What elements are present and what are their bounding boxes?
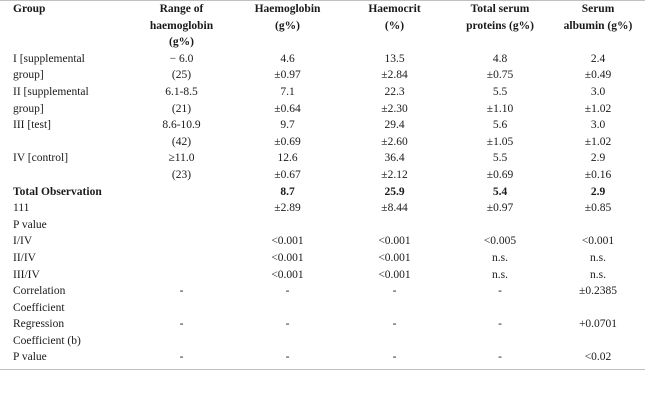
- haemocrit-cell: 29.4: [384, 119, 405, 132]
- proteins-cell: [449, 300, 551, 317]
- proteins-cell: -: [498, 318, 502, 331]
- header-haemoglobin: [235, 1, 340, 51]
- haemoglobin-cell: ±2.89: [274, 202, 301, 215]
- albumin-cell: ±0.49: [584, 69, 612, 82]
- header-albumin-line-1: Serum: [581, 3, 615, 15]
- albumin-cell: n.s.: [590, 268, 606, 281]
- albumin-cell: ±0.2385: [579, 285, 617, 298]
- range-cell: (23): [171, 168, 192, 181]
- albumin-cell: ±0.16: [584, 168, 612, 181]
- albumin-cell: ±1.02: [584, 102, 612, 115]
- albumin-cell: 2.9: [590, 152, 606, 165]
- range-cell: (42): [171, 135, 192, 148]
- group-cell: I/IV: [13, 235, 33, 248]
- proteins-cell: ±0.69: [486, 168, 514, 181]
- proteins-cell: ±0.75: [486, 69, 514, 82]
- table-row: [13, 250, 645, 267]
- header-range-line-2: haemoglobin: [149, 19, 214, 32]
- group-cell: Coefficient: [13, 301, 65, 314]
- albumin-cell: <0.02: [584, 351, 612, 364]
- group-cell: Total Observation: [13, 185, 102, 198]
- table-row: [13, 233, 645, 250]
- haemocrit-cell: [340, 300, 449, 317]
- table-row: [13, 134, 645, 151]
- group-cell: 111: [13, 202, 30, 215]
- haemoglobin-cell: 9.7: [280, 119, 295, 132]
- range-cell: (21): [171, 102, 192, 115]
- range-cell: [128, 300, 235, 317]
- table-row: [13, 217, 645, 234]
- haemoglobin-data-table: [13, 1, 645, 366]
- albumin-cell: +0.0701: [578, 318, 618, 331]
- header-range-of-haemoglobin: [128, 1, 235, 51]
- range-cell: -: [179, 285, 184, 298]
- header-total-serum-proteins: [449, 1, 551, 51]
- haemocrit-cell: ±8.44: [381, 202, 408, 215]
- range-cell: − 6.0: [169, 52, 194, 65]
- proteins-cell: -: [498, 351, 502, 364]
- albumin-cell: n.s.: [590, 251, 606, 264]
- bottom-rule: [0, 369, 645, 370]
- haemocrit-cell: <0.001: [378, 235, 411, 248]
- header-proteins-line-2: proteins (g%): [466, 19, 534, 32]
- table-row: [13, 333, 645, 350]
- table-row: [13, 84, 645, 101]
- table-body: [13, 51, 645, 366]
- header-haemocrit-line-2: (%): [384, 19, 405, 32]
- group-cell: [13, 167, 128, 184]
- proteins-cell: 5.6: [492, 119, 508, 132]
- group-cell: I [supplemental: [13, 52, 85, 65]
- albumin-cell: ±0.85: [584, 202, 612, 215]
- table-row: [13, 117, 645, 134]
- group-cell: Coefficient (b): [13, 334, 81, 347]
- albumin-cell: <0.001: [581, 235, 615, 248]
- range-cell: ≥11.0: [168, 152, 195, 165]
- haemoglobin-cell: 4.6: [280, 52, 295, 65]
- header-haemoglobin-line-2: (g%): [275, 19, 300, 32]
- haemoglobin-cell: [235, 300, 340, 317]
- haemocrit-cell: -: [392, 318, 397, 331]
- albumin-cell: ±1.02: [584, 135, 612, 148]
- group-cell: III/IV: [13, 268, 40, 281]
- proteins-cell: ±0.97: [486, 202, 514, 215]
- haemoglobin-cell: 8.7: [280, 185, 295, 198]
- haemoglobin-cell: -: [285, 318, 290, 331]
- haemocrit-cell: 13.5: [384, 52, 405, 65]
- proteins-cell: <0.005: [483, 235, 517, 248]
- group-cell: P value: [13, 218, 47, 231]
- group-cell: group]: [13, 69, 44, 82]
- haemocrit-cell: ±2.84: [381, 69, 408, 82]
- header-serum-albumin: [551, 1, 645, 51]
- header-row: [13, 1, 645, 51]
- header-group-line-1: Group: [13, 3, 46, 15]
- range-cell: (25): [171, 69, 192, 82]
- group-cell: III [test]: [13, 119, 51, 132]
- header-range-line-3: (g%): [169, 36, 194, 49]
- haemocrit-cell: [340, 217, 449, 234]
- range-cell: 8.6-10.9: [162, 119, 201, 132]
- table-row: [13, 200, 645, 217]
- group-cell: II [supplemental: [13, 85, 89, 98]
- albumin-cell: [551, 333, 645, 350]
- haemoglobin-cell: <0.001: [271, 268, 304, 281]
- haemocrit-cell: -: [392, 351, 397, 364]
- albumin-cell: 3.0: [590, 119, 606, 132]
- table-row: [13, 67, 645, 84]
- haemoglobin-cell: -: [285, 351, 290, 364]
- proteins-cell: ±1.10: [486, 102, 514, 115]
- proteins-cell: 5.4: [492, 185, 508, 198]
- range-cell: -: [179, 318, 184, 331]
- group-cell: II/IV: [13, 251, 36, 264]
- proteins-cell: -: [498, 285, 502, 298]
- haemoglobin-cell: [235, 217, 340, 234]
- haemoglobin-cell: ±0.64: [274, 102, 301, 115]
- group-cell: group]: [13, 102, 44, 115]
- proteins-cell: n.s.: [492, 251, 508, 264]
- header-albumin-line-2: albumin (g%): [563, 19, 633, 32]
- albumin-cell: 2.9: [590, 185, 606, 198]
- table-row: [13, 51, 645, 68]
- haemocrit-cell: <0.001: [378, 251, 411, 264]
- haemocrit-cell: 22.3: [384, 85, 405, 98]
- proteins-cell: 5.5: [492, 152, 508, 165]
- proteins-cell: ±1.05: [486, 135, 514, 148]
- range-cell: [128, 250, 235, 267]
- range-cell: [128, 200, 235, 217]
- header-haemoglobin-line-1: Haemoglobin: [254, 3, 321, 15]
- haemoglobin-cell: <0.001: [271, 235, 304, 248]
- haemocrit-cell: ±2.60: [381, 135, 408, 148]
- group-cell: Correlation: [13, 285, 66, 298]
- haemocrit-cell: 36.4: [384, 152, 405, 165]
- haemoglobin-cell: <0.001: [271, 251, 304, 264]
- haemocrit-cell: 25.9: [384, 185, 405, 198]
- haemocrit-cell: ±2.12: [381, 168, 408, 181]
- range-cell: 6.1-8.5: [165, 85, 198, 98]
- range-cell: -: [179, 351, 184, 364]
- header-proteins-line-1: Total serum: [470, 3, 530, 15]
- table-row: [13, 316, 645, 333]
- header-haemocrit: [340, 1, 449, 51]
- proteins-cell: n.s.: [492, 268, 508, 281]
- proteins-cell: [449, 333, 551, 350]
- table-row: [13, 184, 645, 201]
- range-cell: [128, 267, 235, 284]
- group-cell: P value: [13, 351, 47, 364]
- group-cell: [13, 134, 128, 151]
- group-cell: Regression: [13, 318, 65, 331]
- haemocrit-cell: [340, 333, 449, 350]
- albumin-cell: [551, 217, 645, 234]
- haemoglobin-cell: ±0.69: [274, 135, 301, 148]
- group-cell: IV [control]: [13, 152, 69, 165]
- table-row: [13, 349, 645, 366]
- table-row: [13, 101, 645, 118]
- header-group: [13, 1, 128, 51]
- range-cell: [128, 217, 235, 234]
- proteins-cell: 4.8: [492, 52, 508, 65]
- haemoglobin-cell: 7.1: [280, 85, 295, 98]
- haemocrit-cell: ±2.30: [381, 102, 408, 115]
- haemoglobin-cell: 12.6: [277, 152, 298, 165]
- albumin-cell: [551, 300, 645, 317]
- table-row: [13, 283, 645, 300]
- proteins-cell: [449, 217, 551, 234]
- haemocrit-cell: -: [392, 285, 397, 298]
- haemocrit-cell: <0.001: [378, 268, 411, 281]
- header-haemocrit-line-1: Haemocrit: [368, 3, 421, 15]
- table-row: [13, 167, 645, 184]
- proteins-cell: 5.5: [492, 85, 508, 98]
- range-cell: [128, 233, 235, 250]
- albumin-cell: 3.0: [590, 85, 606, 98]
- haemoglobin-cell: [235, 333, 340, 350]
- range-cell: [128, 333, 235, 350]
- table-row: [13, 150, 645, 167]
- haemoglobin-cell: ±0.97: [274, 69, 301, 82]
- haemoglobin-cell: ±0.67: [274, 168, 301, 181]
- range-cell: [128, 184, 235, 201]
- table-row: [13, 267, 645, 284]
- header-range-line-1: Range of: [159, 3, 204, 15]
- haemoglobin-cell: -: [285, 285, 290, 298]
- table-row: [13, 300, 645, 317]
- albumin-cell: 2.4: [590, 52, 606, 65]
